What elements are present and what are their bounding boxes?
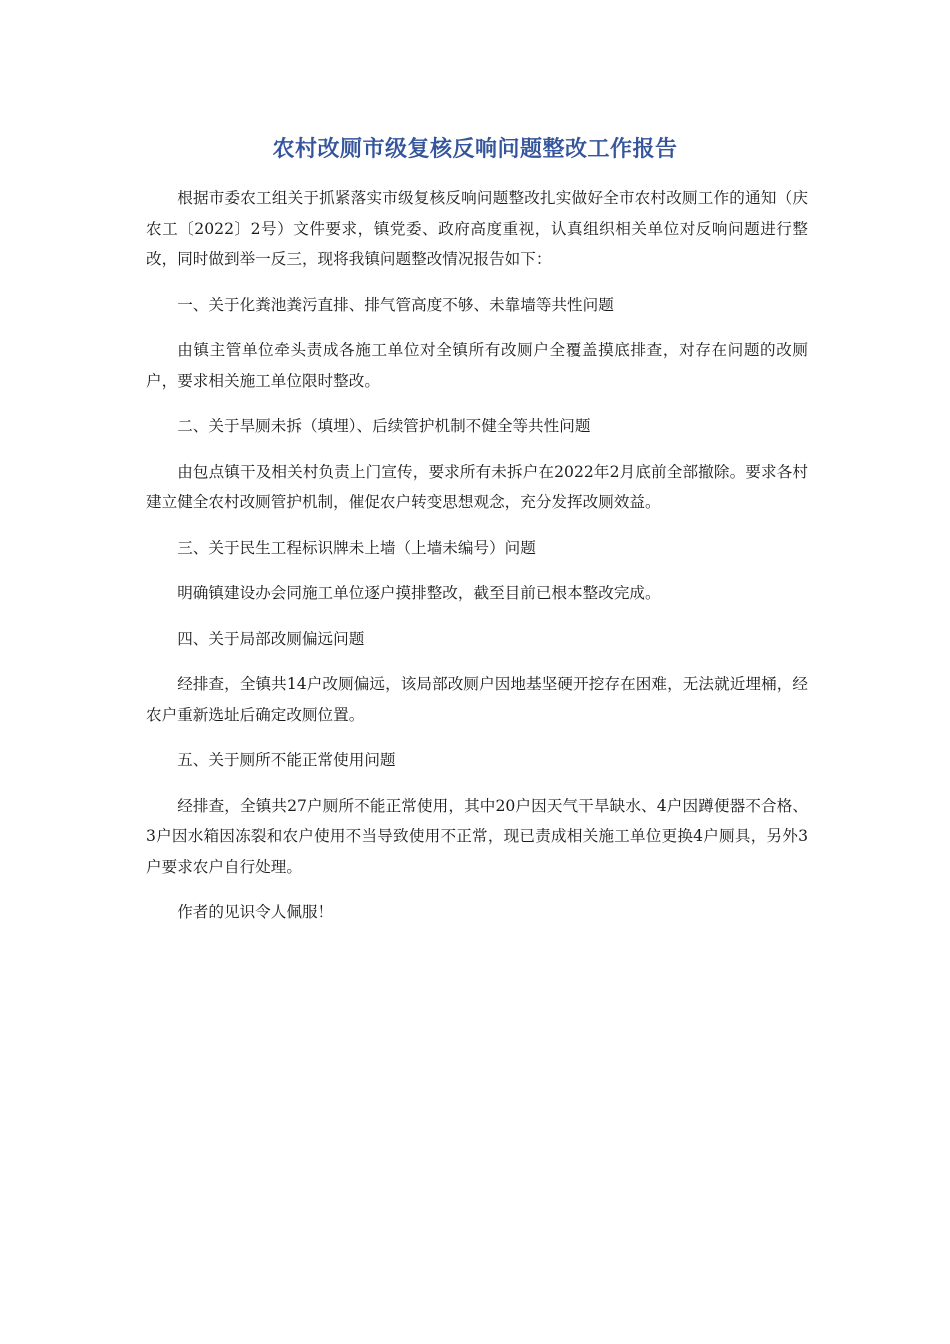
section-body-5: 经排查，全镇共27户厕所不能正常使用，其中20户因天气干旱缺水、4户因蹲便器不合格、3户因水箱因冻裂和农户使用不当导致使用不正常，现已责成相关施工单位更换4户厕具，另外3户要求农户自行处理。 bbox=[146, 796, 808, 876]
section-body-4: 经排查，全镇共14户改厕偏远，该局部改厕户因地基坚硬开挖存在困难，无法就近埋桶，经农户重新选址后确定改厕位置。 bbox=[146, 675, 808, 724]
section-heading-1: 一、关于化粪池粪污直排、排气管高度不够、未靠墙等共性问题 bbox=[177, 295, 614, 314]
section-body-3: 明确镇建设办会同施工单位逐户摸排整改，截至目前已根本整改完成。 bbox=[177, 584, 661, 602]
section-body-2: 由包点镇干及相关村负责上门宣传，要求所有未拆户在2022年2月底前全部撤除。要求各村建立健全农村改厕管护机制，催促农户转变思想观念，充分发挥改厕效益。 bbox=[146, 462, 808, 511]
section-heading-4: 四、关于局部改厕偏远问题 bbox=[177, 629, 365, 648]
section-body-1: 由镇主管单位牵头责成各施工单位对全镇所有改厕户全覆盖摸底排查，对存在问题的改厕户，要求相关施工单位限时整改。 bbox=[146, 341, 808, 390]
section-heading-3: 三、关于民生工程标识牌未上墙（上墙未编号）问题 bbox=[177, 538, 536, 557]
section-heading-2: 二、关于旱厕未拆（填埋）、后续管护机制不健全等共性问题 bbox=[177, 417, 591, 435]
section-heading-5: 五、关于厕所不能正常使用问题 bbox=[177, 751, 396, 769]
closing-remark: 作者的见识令人佩服！ bbox=[177, 903, 334, 921]
document-title: 农村改厕市级复核反响问题整改工作报告 bbox=[272, 137, 678, 162]
intro-paragraph: 根据市委农工组关于抓紧落实市级复核反响问题整改扎实做好全市农村改厕工作的通知（庆农工〔2022〕2号）文件要求，镇党委、政府高度重视，认真组织相关单位对反响问题进行整改，同时做到举一反三，现将我镇问题整改情况报告如下： bbox=[146, 189, 808, 268]
document-body bbox=[146, 183, 808, 928]
